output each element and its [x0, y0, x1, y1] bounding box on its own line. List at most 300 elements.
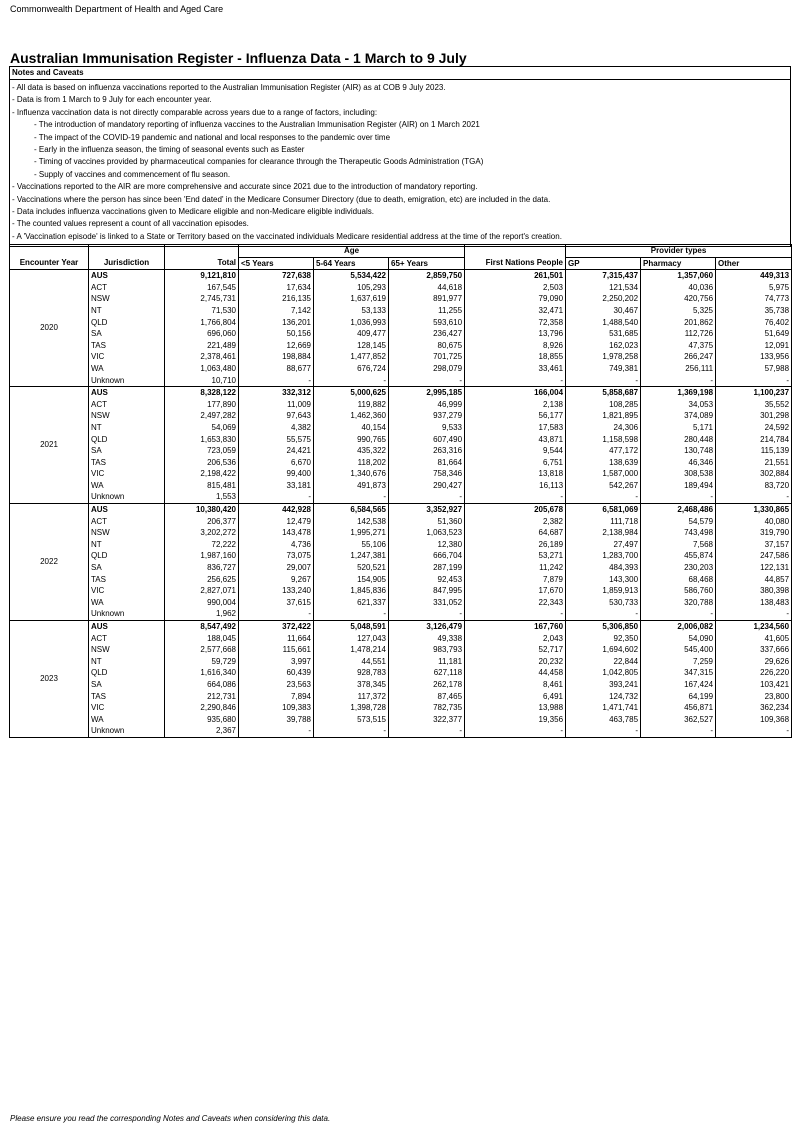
encounter-year-cell: 2020 [10, 270, 89, 387]
value-cell: 1,978,258 [566, 351, 641, 363]
value-cell: 1,063,480 [165, 363, 239, 375]
value-cell: 593,610 [389, 317, 465, 329]
value-cell: 88,677 [239, 363, 314, 375]
value-cell: 54,579 [641, 516, 716, 528]
value-cell: 7,315,437 [566, 270, 641, 282]
table-row [10, 679, 792, 691]
table-row [10, 305, 792, 317]
value-cell: 542,267 [566, 480, 641, 492]
value-cell: 320,788 [641, 597, 716, 609]
table-row-aus-total [10, 387, 792, 399]
table-row [10, 293, 792, 305]
jurisdiction-cell: NSW [89, 410, 165, 422]
value-cell: 44,857 [716, 574, 792, 586]
value-cell: 455,874 [641, 550, 716, 562]
value-cell: 18,855 [465, 351, 566, 363]
table-row [10, 702, 792, 714]
value-cell: 983,793 [389, 644, 465, 656]
group-header-row [10, 245, 792, 258]
value-cell: 261,501 [465, 270, 566, 282]
table-row [10, 422, 792, 434]
value-cell: 362,234 [716, 702, 792, 714]
value-cell: 53,133 [314, 305, 389, 317]
value-cell: 112,726 [641, 328, 716, 340]
value-cell: 136,201 [239, 317, 314, 329]
value-cell: 1,100,237 [716, 387, 792, 399]
value-cell: 188,045 [165, 633, 239, 645]
value-cell: 3,126,479 [389, 621, 465, 633]
value-cell: 35,552 [716, 399, 792, 411]
table-row [10, 480, 792, 492]
value-cell: 1,234,560 [716, 621, 792, 633]
value-cell: 5,171 [641, 422, 716, 434]
value-cell: 16,113 [465, 480, 566, 492]
value-cell: 80,675 [389, 340, 465, 352]
value-cell: 621,337 [314, 597, 389, 609]
value-cell: 12,479 [239, 516, 314, 528]
value-cell: 108,285 [566, 399, 641, 411]
value-cell: 1,283,700 [566, 550, 641, 562]
value-cell: 138,483 [716, 597, 792, 609]
value-cell: 2,468,486 [641, 504, 716, 516]
value-cell: 2,859,750 [389, 270, 465, 282]
table-row [10, 633, 792, 645]
value-cell: 1,694,602 [566, 644, 641, 656]
jurisdiction-cell: QLD [89, 667, 165, 679]
value-cell: - [389, 608, 465, 620]
value-cell: 1,158,598 [566, 434, 641, 446]
jurisdiction-cell: Unknown [89, 608, 165, 620]
value-cell: - [465, 608, 566, 620]
jurisdiction-cell: NT [89, 539, 165, 551]
value-cell: 212,731 [165, 691, 239, 703]
note-line: - Data includes influenza vaccinations given to Medicare eligible and non-Medicare eligible individuals. [12, 206, 374, 216]
value-cell: 2,577,668 [165, 644, 239, 656]
note-line: - Influenza vaccination data is not directly comparable across years due to a range of factors, including: [12, 107, 378, 117]
value-cell: 32,471 [465, 305, 566, 317]
value-cell: 49,338 [389, 633, 465, 645]
department-name: Commonwealth Department of Health and Aged Care [10, 4, 224, 14]
value-cell: 1,477,852 [314, 351, 389, 363]
value-cell: 230,203 [641, 562, 716, 574]
value-cell: 247,586 [716, 550, 792, 562]
table-row-aus-total [10, 621, 792, 633]
jurisdiction-cell: Unknown [89, 725, 165, 737]
col-other: Other [716, 257, 792, 270]
value-cell: 79,090 [465, 293, 566, 305]
value-cell: 696,060 [165, 328, 239, 340]
table-row [10, 375, 792, 387]
jurisdiction-cell: QLD [89, 550, 165, 562]
value-cell: 35,738 [716, 305, 792, 317]
value-cell: 477,172 [566, 445, 641, 457]
notes-list [10, 80, 790, 246]
value-cell: 205,678 [465, 504, 566, 516]
value-cell: 115,139 [716, 445, 792, 457]
value-cell: 81,664 [389, 457, 465, 469]
value-cell: 5,325 [641, 305, 716, 317]
value-cell: 72,222 [165, 539, 239, 551]
value-cell: 2,497,282 [165, 410, 239, 422]
table-row-aus-total [10, 270, 792, 282]
value-cell: 5,534,422 [314, 270, 389, 282]
value-cell: 7,879 [465, 574, 566, 586]
col-gp: GP [566, 257, 641, 270]
jurisdiction-cell: SA [89, 445, 165, 457]
value-cell: 44,458 [465, 667, 566, 679]
value-cell: 322,377 [389, 714, 465, 726]
value-cell: 56,177 [465, 410, 566, 422]
value-cell: 6,751 [465, 457, 566, 469]
value-cell: 4,382 [239, 422, 314, 434]
value-cell: 815,481 [165, 480, 239, 492]
note-line: - Data is from 1 March to 9 July for each encounter year. [12, 95, 212, 105]
jurisdiction-cell: NT [89, 422, 165, 434]
provider-group-header: Provider types [566, 245, 792, 258]
value-cell: 1,398,728 [314, 702, 389, 714]
value-cell: 55,575 [239, 434, 314, 446]
value-cell: 21,551 [716, 457, 792, 469]
value-cell: 380,398 [716, 585, 792, 597]
jurisdiction-cell: AUS [89, 387, 165, 399]
column-header-row [10, 257, 792, 270]
value-cell: 13,988 [465, 702, 566, 714]
value-cell: 44,551 [314, 656, 389, 668]
value-cell: 8,926 [465, 340, 566, 352]
table-row [10, 585, 792, 597]
col-jurisdiction: Jurisdiction [89, 257, 165, 270]
value-cell: 2,995,185 [389, 387, 465, 399]
value-cell: 319,790 [716, 527, 792, 539]
value-cell: 1,766,804 [165, 317, 239, 329]
notes-heading: Notes and Caveats [10, 67, 790, 80]
value-cell: 331,052 [389, 597, 465, 609]
value-cell: - [716, 375, 792, 387]
value-cell: 393,241 [566, 679, 641, 691]
value-cell: 12,669 [239, 340, 314, 352]
jurisdiction-cell: VIC [89, 702, 165, 714]
value-cell: 9,267 [239, 574, 314, 586]
value-cell: 990,004 [165, 597, 239, 609]
value-cell: 162,023 [566, 340, 641, 352]
value-cell: 4,736 [239, 539, 314, 551]
value-cell: 33,461 [465, 363, 566, 375]
value-cell: 27,497 [566, 539, 641, 551]
value-cell: 167,760 [465, 621, 566, 633]
table-row [10, 725, 792, 737]
value-cell: 55,106 [314, 539, 389, 551]
value-cell: 92,350 [566, 633, 641, 645]
value-cell: 2,745,731 [165, 293, 239, 305]
value-cell: - [716, 491, 792, 503]
value-cell: 301,298 [716, 410, 792, 422]
value-cell: 167,545 [165, 282, 239, 294]
note-line: - A 'Vaccination episode' is linked to a State or Territory based on the vaccinated individuals Medicare residential address at the time of the report's creation. [12, 231, 562, 241]
note-line: - The introduction of mandatory reporting of influenza vaccines to the Australian Immunisation Register (AIR) on 1 March 2021 [34, 120, 480, 130]
value-cell: - [716, 725, 792, 737]
jurisdiction-cell: WA [89, 714, 165, 726]
jurisdiction-cell: WA [89, 363, 165, 375]
value-cell: 7,142 [239, 305, 314, 317]
value-cell: 105,293 [314, 282, 389, 294]
value-cell: - [239, 725, 314, 737]
value-cell: 37,157 [716, 539, 792, 551]
value-cell: 1,340,676 [314, 468, 389, 480]
value-cell: 2,503 [465, 282, 566, 294]
value-cell: 8,547,492 [165, 621, 239, 633]
value-cell: 119,882 [314, 399, 389, 411]
value-cell: 72,358 [465, 317, 566, 329]
page-title: Australian Immunisation Register - Influenza Data - 1 March to 9 July [10, 50, 467, 66]
value-cell: 130,748 [641, 445, 716, 457]
value-cell: 723,059 [165, 445, 239, 457]
value-cell: 7,894 [239, 691, 314, 703]
table-row [10, 574, 792, 586]
note-line: - Supply of vaccines and commencement of flu season. [34, 169, 231, 179]
value-cell: 1,859,913 [566, 585, 641, 597]
value-cell: 44,618 [389, 282, 465, 294]
value-cell: 26,189 [465, 539, 566, 551]
value-cell: 41,605 [716, 633, 792, 645]
value-cell: 60,439 [239, 667, 314, 679]
value-cell: - [465, 375, 566, 387]
jurisdiction-cell: WA [89, 480, 165, 492]
jurisdiction-cell: VIC [89, 585, 165, 597]
value-cell: 836,727 [165, 562, 239, 574]
table-row [10, 282, 792, 294]
jurisdiction-cell: ACT [89, 399, 165, 411]
value-cell: 280,448 [641, 434, 716, 446]
value-cell: 117,372 [314, 691, 389, 703]
value-cell: 935,680 [165, 714, 239, 726]
table-row [10, 363, 792, 375]
table-row [10, 340, 792, 352]
value-cell: 226,220 [716, 667, 792, 679]
value-cell: 456,871 [641, 702, 716, 714]
value-cell: 214,784 [716, 434, 792, 446]
jurisdiction-cell: NT [89, 305, 165, 317]
value-cell: - [389, 725, 465, 737]
value-cell: 143,300 [566, 574, 641, 586]
value-cell: 1,462,360 [314, 410, 389, 422]
value-cell: 24,306 [566, 422, 641, 434]
value-cell: 64,199 [641, 691, 716, 703]
value-cell: - [566, 375, 641, 387]
value-cell: 6,670 [239, 457, 314, 469]
value-cell: 749,381 [566, 363, 641, 375]
jurisdiction-cell: VIC [89, 351, 165, 363]
value-cell: 442,928 [239, 504, 314, 516]
value-cell: 142,538 [314, 516, 389, 528]
value-cell: 2,006,082 [641, 621, 716, 633]
value-cell: 6,581,069 [566, 504, 641, 516]
value-cell: - [314, 491, 389, 503]
value-cell: 1,478,214 [314, 644, 389, 656]
value-cell: 1,063,523 [389, 527, 465, 539]
value-cell: - [566, 725, 641, 737]
col-under-5: <5 Years [239, 257, 314, 270]
value-cell: 17,634 [239, 282, 314, 294]
value-cell: 5,858,687 [566, 387, 641, 399]
value-cell: 2,827,071 [165, 585, 239, 597]
value-cell: 57,988 [716, 363, 792, 375]
value-cell: 8,461 [465, 679, 566, 691]
note-line: - Vaccinations where the person has since been 'End dated' in the Medicare Consumer Directory (due to death, emigration, etc) are included in the data. [12, 194, 551, 204]
table-row [10, 667, 792, 679]
value-cell: 99,400 [239, 468, 314, 480]
jurisdiction-cell: Unknown [89, 375, 165, 387]
value-cell: 409,477 [314, 328, 389, 340]
value-cell: 46,346 [641, 457, 716, 469]
value-cell: 5,000,625 [314, 387, 389, 399]
value-cell: 374,089 [641, 410, 716, 422]
value-cell: 71,530 [165, 305, 239, 317]
value-cell: 7,568 [641, 539, 716, 551]
value-cell: 2,250,202 [566, 293, 641, 305]
value-cell: - [641, 608, 716, 620]
value-cell: 758,346 [389, 468, 465, 480]
value-cell: - [566, 608, 641, 620]
encounter-year-cell: 2023 [10, 621, 89, 738]
col-5-64: 5-64 Years [314, 257, 389, 270]
value-cell: 54,090 [641, 633, 716, 645]
jurisdiction-cell: SA [89, 679, 165, 691]
value-cell: 308,538 [641, 468, 716, 480]
jurisdiction-cell: SA [89, 328, 165, 340]
table-row [10, 434, 792, 446]
value-cell: 17,583 [465, 422, 566, 434]
value-cell: 167,424 [641, 679, 716, 691]
value-cell: - [465, 491, 566, 503]
value-cell: - [389, 375, 465, 387]
value-cell: 133,956 [716, 351, 792, 363]
table-row [10, 399, 792, 411]
table-row-aus-total [10, 504, 792, 516]
jurisdiction-cell: QLD [89, 434, 165, 446]
value-cell: 1,987,160 [165, 550, 239, 562]
value-cell: 6,491 [465, 691, 566, 703]
note-line: - Vaccinations reported to the AIR are more comprehensive and accurate since 2021 due to the introduction of mandatory reporting. [12, 182, 478, 192]
value-cell: 607,490 [389, 434, 465, 446]
jurisdiction-cell: NSW [89, 527, 165, 539]
value-cell: 332,312 [239, 387, 314, 399]
value-cell: 1,357,060 [641, 270, 716, 282]
table-row [10, 516, 792, 528]
value-cell: 8,328,122 [165, 387, 239, 399]
value-cell: 1,330,865 [716, 504, 792, 516]
encounter-year-cell: 2021 [10, 387, 89, 504]
table-row [10, 691, 792, 703]
value-cell: - [389, 491, 465, 503]
jurisdiction-cell: AUS [89, 270, 165, 282]
value-cell: - [314, 725, 389, 737]
value-cell: 47,375 [641, 340, 716, 352]
value-cell: 39,788 [239, 714, 314, 726]
value-cell: 17,670 [465, 585, 566, 597]
value-cell: 287,199 [389, 562, 465, 574]
value-cell: 5,975 [716, 282, 792, 294]
value-cell: 2,043 [465, 633, 566, 645]
value-cell: 435,322 [314, 445, 389, 457]
value-cell: - [641, 491, 716, 503]
value-cell: 1,962 [165, 608, 239, 620]
value-cell: 115,661 [239, 644, 314, 656]
value-cell: 256,625 [165, 574, 239, 586]
value-cell: 97,643 [239, 410, 314, 422]
value-cell: 30,467 [566, 305, 641, 317]
value-cell: 201,862 [641, 317, 716, 329]
jurisdiction-cell: SA [89, 562, 165, 574]
value-cell: 54,069 [165, 422, 239, 434]
value-cell: 236,427 [389, 328, 465, 340]
value-cell: 221,489 [165, 340, 239, 352]
value-cell: 118,202 [314, 457, 389, 469]
value-cell: 33,181 [239, 480, 314, 492]
jurisdiction-cell: NT [89, 656, 165, 668]
value-cell: 9,121,810 [165, 270, 239, 282]
value-cell: 1,845,836 [314, 585, 389, 597]
value-cell: 298,079 [389, 363, 465, 375]
table-row [10, 328, 792, 340]
jurisdiction-cell: WA [89, 597, 165, 609]
value-cell: 64,687 [465, 527, 566, 539]
value-cell: 11,009 [239, 399, 314, 411]
value-cell: 701,725 [389, 351, 465, 363]
jurisdiction-cell: VIC [89, 468, 165, 480]
value-cell: 3,202,272 [165, 527, 239, 539]
value-cell: 1,369,198 [641, 387, 716, 399]
table-row [10, 457, 792, 469]
value-cell: 664,086 [165, 679, 239, 691]
value-cell: 198,884 [239, 351, 314, 363]
value-cell: 1,042,805 [566, 667, 641, 679]
value-cell: 68,468 [641, 574, 716, 586]
value-cell: 1,616,340 [165, 667, 239, 679]
influenza-data-table [9, 244, 792, 738]
footer-note: Please ensure you read the corresponding Notes and Caveats when considering this data. [10, 1114, 331, 1123]
value-cell: 51,649 [716, 328, 792, 340]
jurisdiction-cell: TAS [89, 691, 165, 703]
value-cell: - [239, 375, 314, 387]
table-row [10, 597, 792, 609]
value-cell: - [239, 608, 314, 620]
value-cell: - [716, 608, 792, 620]
value-cell: - [465, 725, 566, 737]
table-row [10, 714, 792, 726]
value-cell: 347,315 [641, 667, 716, 679]
value-cell: 3,997 [239, 656, 314, 668]
value-cell: 53,271 [465, 550, 566, 562]
value-cell: 29,007 [239, 562, 314, 574]
value-cell: 92,453 [389, 574, 465, 586]
value-cell: 34,053 [641, 399, 716, 411]
table-row [10, 491, 792, 503]
value-cell: 1,036,993 [314, 317, 389, 329]
value-cell: 372,422 [239, 621, 314, 633]
value-cell: 2,198,422 [165, 468, 239, 480]
value-cell: 2,138 [465, 399, 566, 411]
table-row [10, 351, 792, 363]
value-cell: 23,563 [239, 679, 314, 691]
jurisdiction-cell: ACT [89, 282, 165, 294]
value-cell: 12,380 [389, 539, 465, 551]
note-line: - Early in the influenza season, the timing of seasonal events such as Easter [34, 144, 305, 154]
value-cell: 520,521 [314, 562, 389, 574]
value-cell: 83,720 [716, 480, 792, 492]
value-cell: 20,232 [465, 656, 566, 668]
value-cell: 40,036 [641, 282, 716, 294]
value-cell: 11,242 [465, 562, 566, 574]
